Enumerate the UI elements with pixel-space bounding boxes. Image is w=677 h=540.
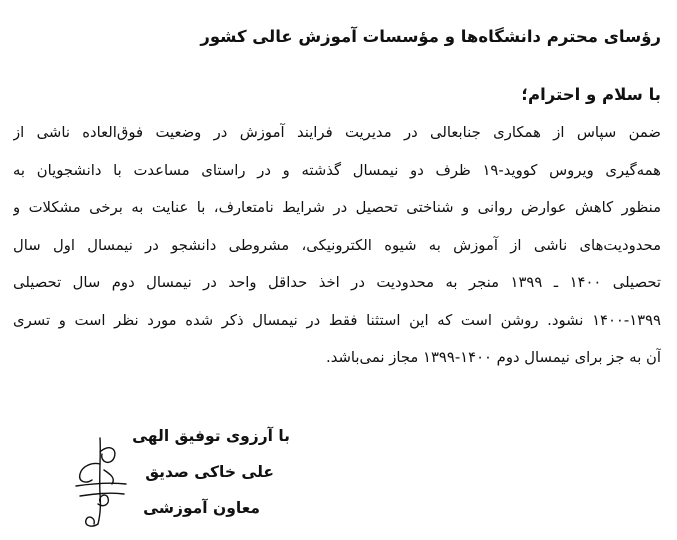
- body-line: محدودیت‌های ناشی از آموزش به شیوه الکترونیکی، مشروطی دانشجو در نیمسال اول سال: [13, 236, 661, 254]
- signer-name: علی خاکی صدیق: [145, 463, 274, 481]
- body-line: ۱۴۰۰-۱۳۹۹ نشود. روشن است که این استثنا فقط در نیمسال ذکر شده مورد نظر است و تسری: [13, 311, 661, 329]
- letter-body: [13, 114, 661, 377]
- body-line: منظور کاهش عوارض روانی و شناختی تحصیل در شرایط نامتعارف، با عنایت به برخی مشکلات و: [13, 199, 661, 216]
- signature-closing: با آرزوی توفیق الهی: [132, 427, 290, 445]
- signature-block: [120, 418, 290, 526]
- body-line: آن به جز برای نیمسال دوم ۱۴۰۰-۱۳۹۹ مجاز نمی‌باشد.: [325, 349, 661, 366]
- body-line: ضمن سپاس از همکاری جنابعالی در مدیریت فرایند آموزش در وضعیت فوق‌العاده ناشی از: [13, 124, 661, 141]
- body-line: همه‌گیری ویروس کووید-۱۹ ظرف دو نیمسال گذشته و در راستای مساعدت با دانشجویان به: [13, 161, 661, 179]
- body-line: تحصیلی ۱۴۰۰ ـ ۱۳۹۹ منجر به محدودیت در اخذ حداقل واحد در نیمسال دوم سال تحصیلی: [13, 274, 661, 291]
- letter-greeting: با سلام و احترام؛: [521, 85, 661, 104]
- letter-addressee: رؤسای محترم دانشگاه‌ها و مؤسسات آموزش عالی کشور: [200, 27, 661, 46]
- handwritten-signature: [70, 434, 130, 530]
- signer-title: معاون آموزشی: [143, 499, 260, 517]
